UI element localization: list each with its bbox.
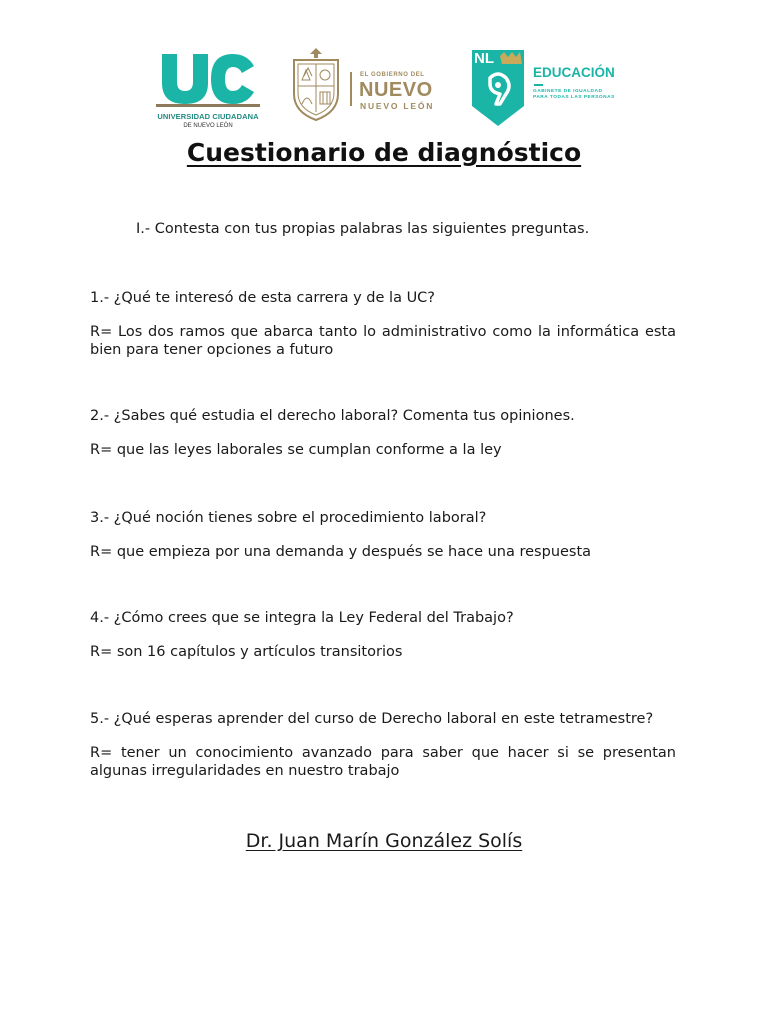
- gobierno-divider: [350, 72, 352, 106]
- instruction-text: I.- Contesta con tus propias palabras las siguientes preguntas.: [136, 221, 590, 237]
- uc-letters-logo: [160, 54, 256, 104]
- uc-subname: DE NUEVO LEÓN: [183, 123, 233, 129]
- logo-header: [0, 0, 768, 140]
- question-block-4: [90, 609, 676, 661]
- question-text: 4.- ¿Cómo crees que se integra la Ley Federal del Trabajo?: [90, 610, 514, 626]
- signature-name: Dr. Juan Marín González Solís: [245, 830, 523, 852]
- page-title: Cuestionario de diagnóstico: [186, 138, 582, 167]
- nl-badge-text: NL: [474, 50, 494, 67]
- question-block-2: [90, 407, 676, 459]
- educacion-subtitle-2: PARA TODAS LAS PERSONAS: [533, 95, 615, 100]
- answer-text: R= tener un conocimiento avanzado para saber que hacer si se presentan algunas irregularidades en nuestro trabajo: [90, 744, 676, 779]
- question-text: 3.- ¿Qué noción tienes sobre el procedimiento laboral?: [90, 510, 487, 526]
- educacion-dash: [534, 84, 543, 86]
- gobierno-line3: NUEVO LEÓN: [360, 101, 435, 111]
- educacion-title: EDUCACIÓN: [533, 65, 615, 80]
- question-block-3: [90, 509, 676, 561]
- coat-of-arms-icon: [288, 46, 344, 122]
- gobierno-line2: NUEVO: [359, 79, 433, 101]
- question-block-1: [90, 289, 676, 360]
- uc-name: UNIVERSIDAD CIUDADANA: [157, 112, 259, 121]
- question-block-5: [90, 710, 676, 781]
- uc-logo: [154, 54, 262, 134]
- answer-text: R= son 16 capítulos y artículos transitorios: [90, 643, 403, 660]
- answer-text: R= que las leyes laborales se cumplan conforme a la ley: [90, 441, 502, 458]
- gobierno-logo: [288, 46, 448, 126]
- question-text: 2.- ¿Sabes qué estudia el derecho laboral? Comenta tus opiniones.: [90, 408, 575, 424]
- question-text: 1.- ¿Qué te interesó de esta carrera y de la UC?: [90, 290, 435, 306]
- question-text: 5.- ¿Qué esperas aprender del curso de Derecho laboral en este tetramestre?: [90, 711, 654, 727]
- gobierno-line1: EL GOBIERNO DEL: [360, 72, 425, 78]
- uc-divider: [156, 104, 260, 107]
- answer-text: R= Los dos ramos que abarca tanto lo administrativo como la informática esta bien para tener opciones a futuro: [90, 323, 676, 358]
- nl-educacion-logo: [470, 48, 640, 130]
- educacion-subtitle-1: GABINETE DE IGUALDAD: [533, 89, 603, 94]
- answer-text: R= que empieza por una demanda y después se hace una respuesta: [90, 543, 592, 560]
